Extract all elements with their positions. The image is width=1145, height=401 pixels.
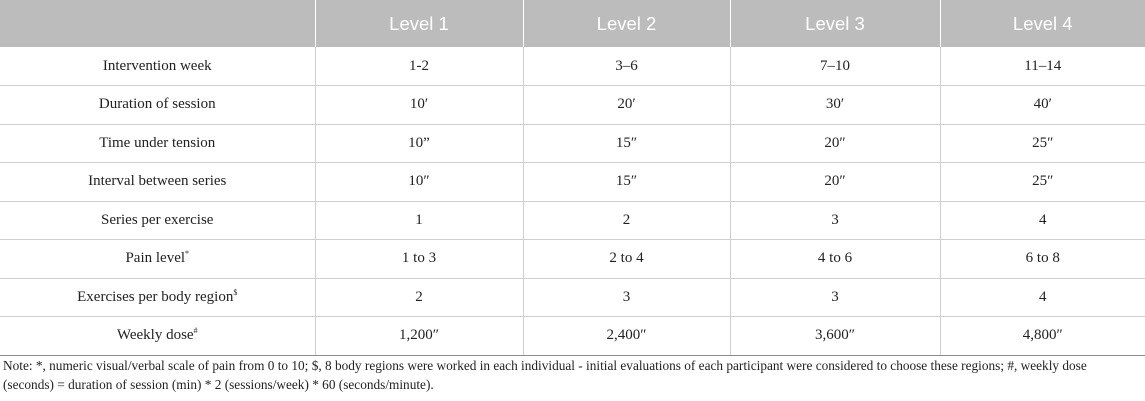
table-cell: 4 to 6 — [730, 240, 940, 279]
row-label — [0, 86, 315, 125]
header-cell-level-3: Level 3 — [730, 0, 940, 47]
row-label-text: Exercises per body region — [77, 288, 234, 305]
table-cell: 1 to 3 — [315, 240, 523, 279]
table-cell: 2 — [523, 201, 730, 240]
row-label — [0, 201, 315, 240]
table-cell: 3 — [730, 278, 940, 317]
table-row — [0, 163, 1145, 202]
table-cell: 20″ — [730, 163, 940, 202]
row-label — [0, 317, 315, 356]
table-cell: 1 — [315, 201, 523, 240]
row-label — [0, 124, 315, 163]
table-cell: 25″ — [940, 163, 1145, 202]
header-cell-level-4: Level 4 — [940, 0, 1145, 47]
table-cell: 25″ — [940, 124, 1145, 163]
row-label — [0, 240, 315, 279]
footnote-mark: * — [185, 249, 190, 259]
table-cell: 15″ — [523, 124, 730, 163]
table-footnote: Note: *, numeric visual/verbal scale of pain from 0 to 10; $, 8 body regions were worked in each individual - initial evaluations of each participant were considered to choose these regions; #, weekly dose (seconds) = duration of session (min) * 2 (sessions/week) * 60 (seconds/minute). — [3, 358, 1087, 392]
table-cell: 3 — [730, 201, 940, 240]
table-cell: 40′ — [940, 86, 1145, 125]
table-row — [0, 124, 1145, 163]
table-cell: 7–10 — [730, 47, 940, 86]
table-cell: 11–14 — [940, 47, 1145, 86]
table-row — [0, 47, 1145, 86]
table-cell: 1,200″ — [315, 317, 523, 356]
header-cell-level-2: Level 2 — [523, 0, 730, 47]
table-row — [0, 317, 1145, 356]
table-row — [0, 201, 1145, 240]
table-cell: 10” — [315, 124, 523, 163]
header-row — [0, 0, 1145, 47]
row-label-text: Duration of session — [98, 96, 216, 113]
row-label-text: Time under tension — [99, 134, 216, 151]
table-cell: 2,400″ — [523, 317, 730, 356]
row-label-text: Intervention week — [102, 57, 212, 74]
header-cell-empty — [0, 0, 315, 47]
row-label — [0, 47, 315, 86]
table-cell: 2 to 4 — [523, 240, 730, 279]
table-row — [0, 240, 1145, 279]
table-cell: 3 — [523, 278, 730, 317]
row-label-text: Pain level — [125, 250, 186, 267]
table-cell: 4,800″ — [940, 317, 1145, 356]
table-cell: 1-2 — [315, 47, 523, 86]
table-cell: 10″ — [315, 163, 523, 202]
table-row — [0, 278, 1145, 317]
footnote-mark: # — [193, 326, 198, 336]
table-cell: 4 — [940, 278, 1145, 317]
table-cell: 10′ — [315, 86, 523, 125]
row-label — [0, 278, 315, 317]
header-cell-level-1: Level 1 — [315, 0, 523, 47]
table-cell: 6 to 8 — [940, 240, 1145, 279]
table-cell: 3,600″ — [730, 317, 940, 356]
table-cell: 15″ — [523, 163, 730, 202]
table-cell: 30′ — [730, 86, 940, 125]
table-cell: 3–6 — [523, 47, 730, 86]
row-label-text: Series per exercise — [101, 211, 214, 228]
table-cell: 2 — [315, 278, 523, 317]
table-row — [0, 86, 1145, 125]
row-label-text: Interval between series — [88, 173, 227, 190]
footnote-mark: $ — [233, 287, 238, 297]
table-cell: 20″ — [730, 124, 940, 163]
row-label — [0, 163, 315, 202]
row-label-text: Weekly dose — [116, 327, 194, 344]
table-cell: 20′ — [523, 86, 730, 125]
table-cell: 4 — [940, 201, 1145, 240]
